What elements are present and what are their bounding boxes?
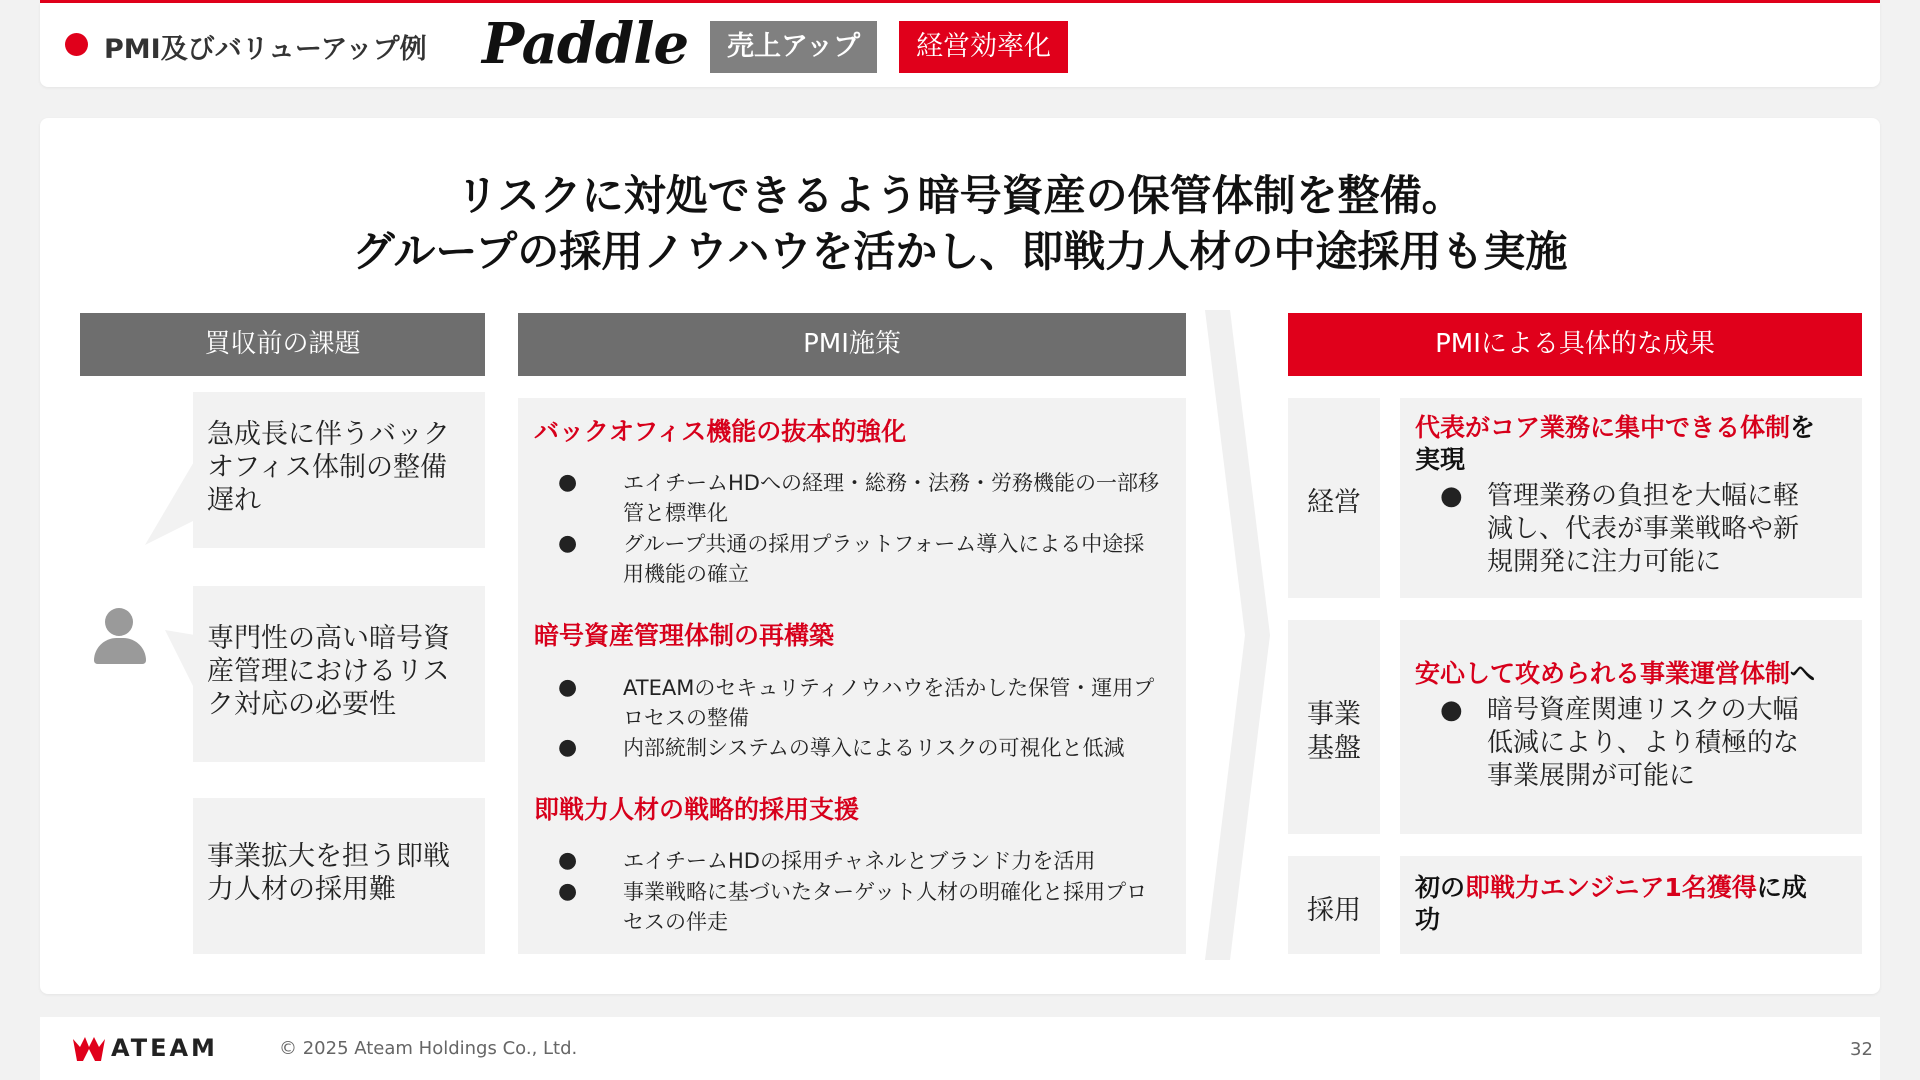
result-box-business: 安心して攻められる事業運営体制へ ● 暗号資産関連リスクの大幅 低減により、より積極的な 事業展開が可能に <box>1400 620 1862 834</box>
tag-efficiency: 経営効率化 <box>899 21 1068 73</box>
bullet-icon: ● <box>558 879 578 904</box>
issue-box-crypto-risk <box>193 586 485 762</box>
issue-3-line-1: 事業拡大を担う即戦 <box>207 841 450 872</box>
issues-column-header: 買収前の課題 <box>80 313 485 376</box>
issue-1-line-3: 遅れ <box>207 485 261 516</box>
result-box-management: 代表がコア業務に集中できる体制を 実現 ● 管理業務の負担を大幅に軽 減し、代表が事業戦略や新 規開発に注力可能に <box>1400 398 1862 598</box>
copyright: © 2025 Ateam Holdings Co., Ltd. <box>279 1038 578 1059</box>
tag-sales-up: 売上アップ <box>710 21 877 73</box>
chevron-arrow-icon <box>1200 310 1280 960</box>
bullet-icon: ● <box>558 735 578 760</box>
person-icon <box>105 608 133 636</box>
result-highlight: 安心して攻められる事業運営体制 <box>1415 659 1791 688</box>
footer-brand: ATEAM <box>111 1034 218 1062</box>
issue-3-line-2: 力人材の採用難 <box>207 874 396 905</box>
bullet-icon: ● <box>558 675 578 700</box>
result-label-hiring: 採用 <box>1288 856 1380 954</box>
issue-2-line-1: 専門性の高い暗号資 <box>207 623 450 654</box>
ateam-logo-icon <box>71 1035 107 1063</box>
pmi-section-title: 暗号資産管理体制の再構築 <box>534 621 835 650</box>
issue-2-line-2: 産管理におけるリス <box>207 656 450 687</box>
issue-1-line-2: オフィス体制の整備 <box>207 452 448 483</box>
pmi-measures-box: バックオフィス機能の抜本的強化 ● エイチームHDへの経理・総務・法務・労務機能の一部移 管と標準化 ● グループ共通の採用プラットフォーム導入による中途採 用機能の確立 暗号資産管理体制の再構築 ● ATEAMのセキュリティノウハウを活かした保管・運用プ ロセスの整備 ● 内部統制システムの導入によるリスクの可視化と低減 即戦力人材の戦略的採用支援 ● エイチームHDの採用チャネルとブランド力を活用 ● 事業戦略に基づいたターゲット人材の明確化と採用プロ セスの伴走 <box>518 398 1186 954</box>
page-number: 32 <box>1850 1039 1873 1060</box>
issue-box-hiring <box>193 798 485 954</box>
result-highlight: 代表がコア業務に集中できる体制 <box>1415 413 1791 442</box>
issue-box-backoffice <box>193 392 485 548</box>
result-box-hiring: 初の即戦力エンジニア1名獲得に成 功 <box>1400 856 1862 954</box>
header-title: PMI及びバリューアップ例 <box>104 34 427 65</box>
bullet-icon: ● <box>1440 695 1463 725</box>
result-label-management: 経営 <box>1288 398 1380 598</box>
headline-line-1: リスクに対処できるよう暗号資産の保管体制を整備。 <box>456 171 1464 220</box>
paddle-logo: Paddle <box>482 11 689 77</box>
headline <box>0 168 1920 280</box>
bullet-icon: ● <box>558 470 578 495</box>
results-column-header: PMIによる具体的な成果 <box>1288 313 1862 376</box>
header-bar <box>40 3 1880 87</box>
issue-2-line-3: ク対応の必要性 <box>207 689 396 720</box>
speech-tails <box>140 400 200 760</box>
bullet-icon: ● <box>558 848 578 873</box>
pmi-section-title: 即戦力人材の戦略的採用支援 <box>534 795 860 824</box>
result-highlight: 即戦力エンジニア1名獲得 <box>1465 873 1757 902</box>
red-dot-icon <box>65 33 88 56</box>
headline-line-2: グループの採用ノウハウを活かし、即戦力人材の中途採用も実施 <box>352 227 1568 276</box>
result-label-business: 事業 基盤 <box>1288 620 1380 834</box>
pmi-section-title: バックオフィス機能の抜本的強化 <box>534 417 907 446</box>
bullet-icon: ● <box>558 531 578 556</box>
bullet-icon: ● <box>1440 481 1463 511</box>
issue-1-line-1: 急成長に伴うバック <box>207 419 450 450</box>
pmi-column-header: PMI施策 <box>518 313 1186 376</box>
